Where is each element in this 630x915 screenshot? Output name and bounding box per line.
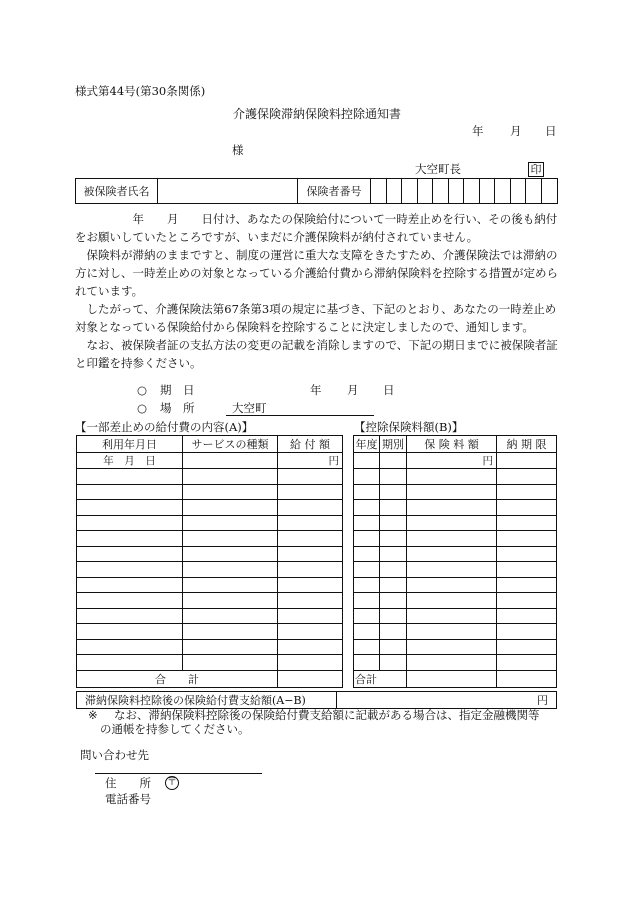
place-bullet: ○ [137, 401, 148, 415]
table-row[interactable] [77, 484, 343, 500]
table-a-total-value[interactable] [278, 670, 343, 687]
seal-box [528, 162, 544, 177]
payment-label: 滞納保険料控除後の保険給付費支給額(A−B) [77, 692, 337, 709]
insured-table [75, 178, 558, 204]
insurer-number-digit[interactable] [510, 179, 526, 204]
insurer-number-digit[interactable] [448, 179, 464, 204]
form-number: 様式第44号(第30条関係) [75, 84, 206, 98]
table-a-title: 【一部差止めの給付費の内容(A)】 [75, 420, 254, 434]
table-row[interactable] [354, 484, 557, 500]
table-a-total-label: 合 計 [77, 670, 278, 687]
col-header-premium: 保 険 料 額 [407, 436, 497, 453]
table-row[interactable] [354, 515, 557, 531]
deadline-day: 日 [383, 383, 395, 397]
insurer-number-digit[interactable] [371, 179, 387, 204]
table-row[interactable] [77, 531, 343, 547]
table-row[interactable] [354, 608, 557, 624]
addressee-suffix: 様 [232, 143, 244, 157]
table-row[interactable] [77, 639, 343, 655]
note-line-1: なお、滞納保険料控除後の保険給付費支給額に記載がある場合は、指定金融機関等 [114, 708, 540, 722]
table-row[interactable] [354, 577, 557, 593]
contact-heading: 問い合わせ先 [80, 748, 149, 762]
table-row[interactable] [77, 655, 343, 671]
date-bullet: ○ [137, 383, 148, 397]
table-row[interactable] [354, 531, 557, 547]
insurer-number-digit[interactable] [386, 179, 402, 204]
place-label: 場 所 [160, 401, 195, 415]
deadline-month: 月 [347, 383, 359, 397]
table-b-title: 【控除保険料額(B)】 [354, 420, 464, 434]
date-year: 年 [472, 124, 484, 138]
insurer-number-digit[interactable] [541, 179, 557, 204]
table-row[interactable] [354, 639, 557, 655]
table-row[interactable] [354, 624, 557, 640]
payment-table [76, 691, 557, 709]
due-date-cell[interactable] [497, 453, 557, 469]
col-header-period: 期別 [380, 436, 407, 453]
date-day: 日 [545, 124, 557, 138]
insurer-number-digit[interactable] [402, 179, 418, 204]
issuer-name: 大空町長 [415, 162, 461, 176]
table-row[interactable] [77, 546, 343, 562]
col-header-amount: 給 付 額 [278, 436, 343, 453]
table-row[interactable] [77, 624, 343, 640]
insurer-number-digit[interactable] [433, 179, 449, 204]
place-underline [226, 415, 374, 416]
unit-month: 月 [124, 455, 135, 467]
table-row[interactable] [77, 469, 343, 485]
unit-day: 日 [145, 455, 156, 467]
contact-divider [95, 773, 262, 774]
insured-name-label: 被保険者氏名 [76, 179, 158, 204]
col-header-date: 利用年月日 [77, 436, 183, 453]
premium-cell[interactable] [407, 453, 497, 469]
col-header-fiscal-year: 年度 [354, 436, 380, 453]
amount-cell[interactable] [278, 453, 343, 469]
table-b [353, 435, 557, 688]
table-b-total-value[interactable] [407, 670, 497, 687]
body-paragraph-1: 年 月 日付け、あなたの保険給付について一時差止めを行い、その後も納付をお願いしていたところですが、いまだに介護保険料が納付されていません。 [75, 212, 558, 244]
date-units-cell[interactable] [77, 453, 183, 469]
table-b-total-label: 合計 [354, 670, 407, 687]
note-line-2: の通帳を持参してください。 [100, 722, 250, 736]
body-paragraph-4: なお、被保険者証の支払方法の変更の記載を消除しますので、下記の期日までに被保険者証と印鑑を持参ください。 [75, 338, 558, 370]
postal-mark-text: 〒 [167, 777, 177, 788]
insured-name-field[interactable] [158, 179, 298, 204]
table-row[interactable] [354, 500, 557, 516]
unit-yen: 円 [482, 455, 493, 467]
note-mark: ※ [88, 708, 98, 722]
unit-year: 年 [103, 455, 114, 467]
insurer-number-label: 保険者番号 [298, 179, 371, 204]
table-row[interactable] [77, 577, 343, 593]
table-row[interactable] [77, 500, 343, 516]
deadline-label: 期 日 [160, 383, 195, 397]
body-paragraph-2: 保険料が滞納のままですと、制度の運営に重大な支障をきたすため、介護保険法では滞納の方に対し、一時差止めの対象となっている介護給付費から滞納保険料を控除する措置が定められています。 [75, 248, 558, 298]
table-row[interactable] [77, 562, 343, 578]
fiscal-year-cell[interactable] [354, 453, 380, 469]
table-b-total-extra[interactable] [497, 670, 557, 687]
date-month: 月 [510, 124, 522, 138]
address-label: 住 所 [105, 776, 151, 790]
payment-amount[interactable] [337, 692, 557, 709]
insurer-number-digit[interactable] [495, 179, 511, 204]
document-title: 介護保険滞納保険料控除通知書 [233, 107, 402, 121]
insurer-number-digit[interactable] [479, 179, 495, 204]
table-row[interactable] [354, 562, 557, 578]
postal-mark-icon [165, 776, 179, 790]
table-row[interactable] [354, 593, 557, 609]
col-header-due-date: 納 期 限 [497, 436, 557, 453]
service-cell[interactable] [183, 453, 278, 469]
table-row[interactable] [354, 469, 557, 485]
table-row[interactable] [77, 515, 343, 531]
table-row[interactable] [354, 655, 557, 671]
phone-label: 電話番号 [105, 792, 151, 806]
table-a [76, 435, 343, 688]
insurer-number-digit[interactable] [464, 179, 480, 204]
table-row[interactable] [77, 608, 343, 624]
unit-yen: 円 [328, 455, 339, 467]
table-row[interactable] [77, 593, 343, 609]
insurer-number-digit[interactable] [526, 179, 542, 204]
deadline-year: 年 [310, 383, 322, 397]
body-paragraph-3: したがって、介護保険法第67条第3項の規定に基づき、下記のとおり、あなたの一時差止め対象となっている保険給付から保険料を控除することに決定しましたので、通知します。 [75, 302, 557, 334]
period-cell[interactable] [380, 453, 407, 469]
seal-mark: 印 [528, 162, 544, 177]
insurer-number-digit[interactable] [417, 179, 433, 204]
place-value: 大空町 [232, 401, 267, 415]
table-row[interactable] [354, 546, 557, 562]
payment-unit: 円 [537, 694, 548, 707]
col-header-service: サービスの種類 [183, 436, 278, 453]
